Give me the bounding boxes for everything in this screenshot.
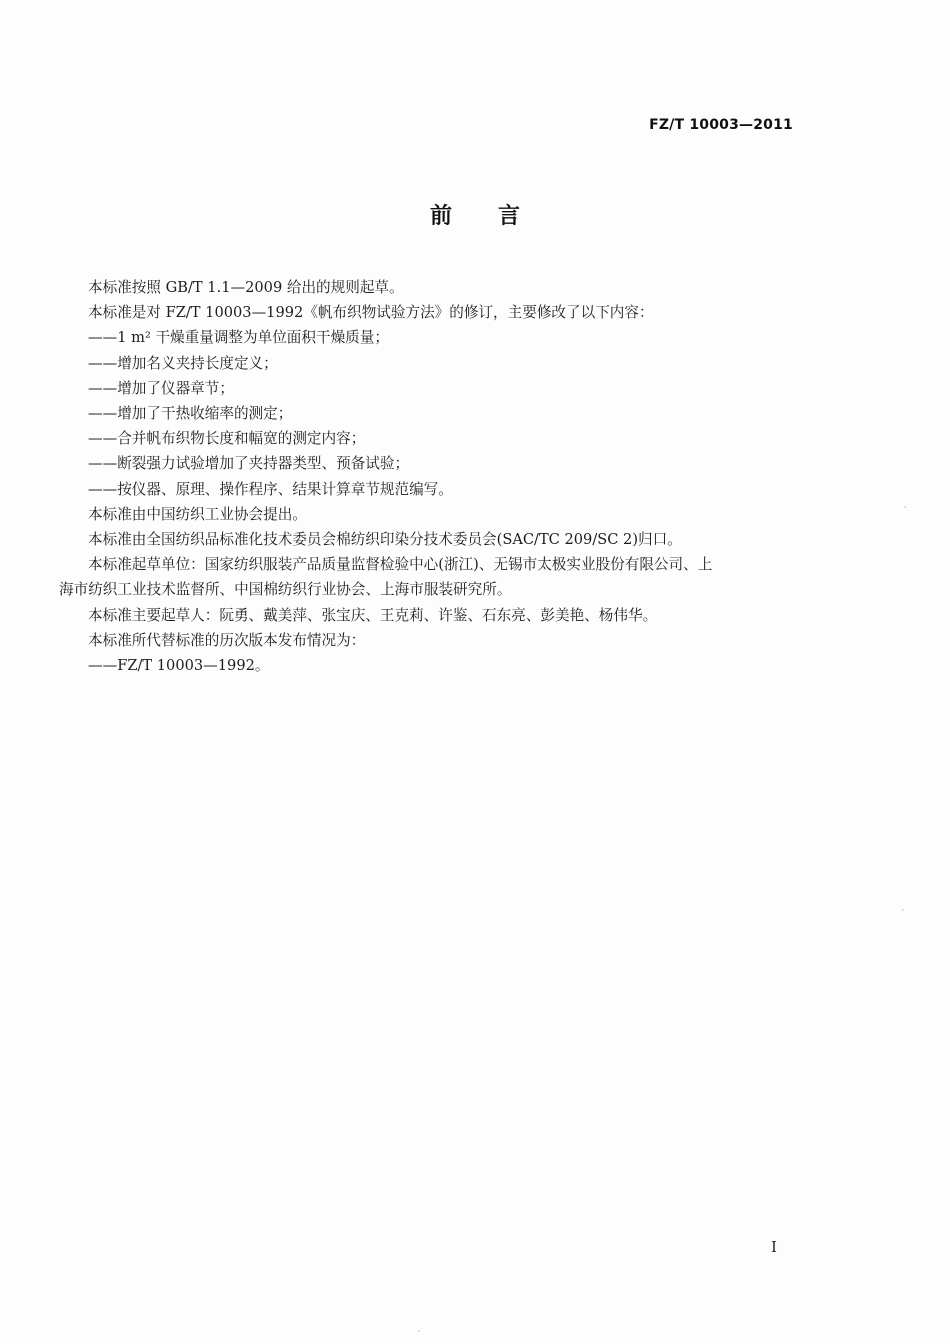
- list-item-change-4: ——增加了干热收缩率的测定；: [88, 405, 293, 423]
- list-item-change-2: ——增加名义夹持长度定义；: [88, 354, 278, 372]
- paragraph-drafting-units-line-1: 本标准起草单位：国家纺织服装产品质量监督检验中心(浙江)、无锡市太极实业股份有限公司、上: [88, 556, 713, 574]
- paragraph-centralized-by: 本标准由全国纺织品标准化技术委员会棉纺织印染分技术委员会(SAC/TC 209/SC 2)归口。: [88, 531, 682, 549]
- scan-speck: [418, 1330, 420, 1332]
- standard-code: FZ/T 10003—2011: [649, 117, 793, 133]
- paragraph-replaced-versions: 本标准所代替标准的历次版本发布情况为：: [88, 631, 366, 649]
- paragraph-proposer: 本标准由中国纺织工业协会提出。: [88, 505, 307, 523]
- scan-speck: [902, 909, 904, 911]
- list-item-change-7: ——按仪器、原理、操作程序、结果计算章节规范编写。: [88, 480, 453, 498]
- page-number: I: [771, 1238, 777, 1256]
- paragraph-drafting-rules: 本标准按照 GB/T 1.1—2009 给出的规则起草。: [88, 279, 404, 296]
- foreword-body: [59, 275, 798, 678]
- list-item-replaced-version: ——FZ/T 10003—1992。: [88, 657, 270, 675]
- paragraph-main-drafters: 本标准主要起草人：阮勇、戴美萍、张宝庆、王克莉、许鉴、石东亮、彭美艳、杨伟华。: [88, 606, 658, 624]
- list-item-change-1: ——1 m² 干燥重量调整为单位面积干燥质量；: [88, 329, 389, 347]
- title-char-2: 言: [498, 204, 521, 229]
- page-title: [0, 199, 950, 230]
- scan-speck: [904, 506, 906, 508]
- paragraph-drafting-units-line-2: 海市纺织工业技术监督所、中国棉纺织行业协会、上海市服装研究所。: [59, 581, 512, 599]
- paragraph-revision-intro: 本标准是对 FZ/T 10003—1992《帆布织物试验方法》的修订，主要修改了以下内容：: [88, 304, 654, 322]
- list-item-change-6: ——断裂强力试验增加了夹持器类型、预备试验；: [88, 455, 410, 473]
- list-item-change-3: ——增加了仪器章节；: [88, 379, 234, 397]
- title-char-1: 前: [429, 204, 452, 229]
- list-item-change-5: ——合并帆布织物长度和幅宽的测定内容；: [88, 430, 366, 448]
